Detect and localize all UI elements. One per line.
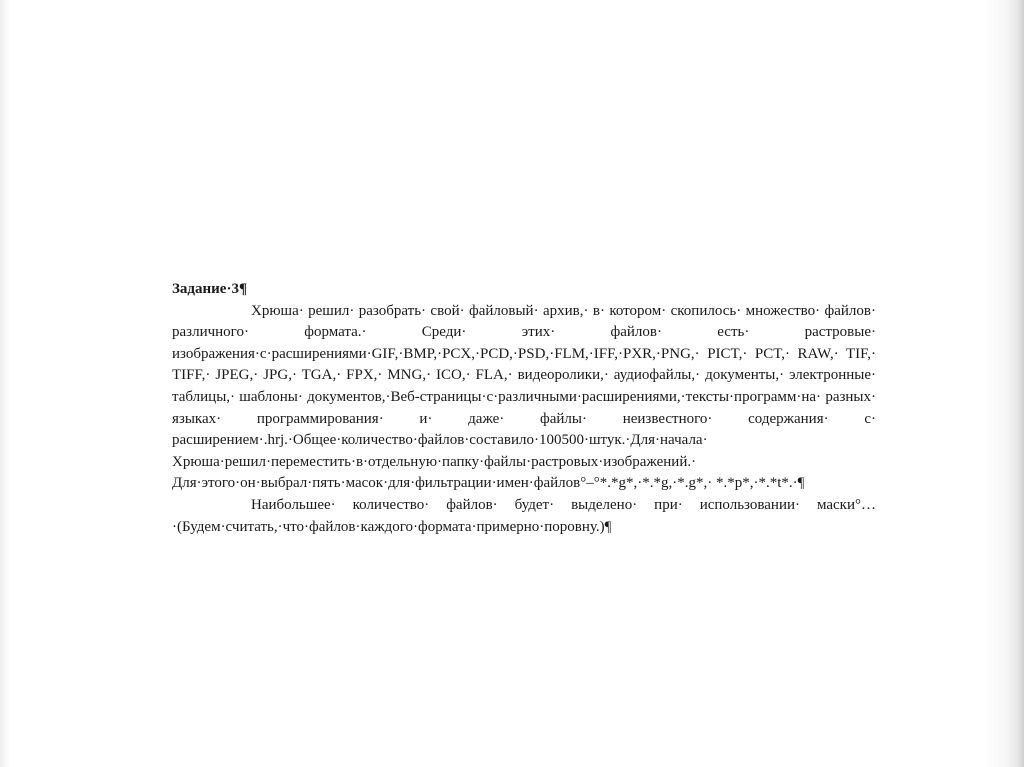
document-text-block bbox=[172, 279, 876, 538]
task-paragraph-2: Наибольшее· количество· файлов· будет· выделено· при· использовании· маски°…·(Будем·считать,·что·файлов·каждого·формата·примерно·поровну.)¶ bbox=[172, 496, 876, 535]
slide-right-shadow bbox=[984, 0, 1024, 767]
slide-left-edge bbox=[0, 0, 10, 767]
task-title: Задание·3¶ bbox=[172, 281, 248, 297]
task-paragraph-1: Хрюша· решил· разобрать· свой· файловый· архив,· в· котором· скопилось· множество· файлов· различного· формата.· Среди· этих· файлов· есть· растровые· изображения·с·расширениями·GIF,·BMP,·PCX,·PCD,·PSD,·FLM,·IFF,·PXR,·PNG,· PICT,· PCT,· RAW,· TIF,· TIFF,· JPEG,· JPG,· TGA,· FPX,· MNG,· ICO,· FLA,· видеоролики,· аудиофайлы,· документы,· электронные· таблицы,· шаблоны· документов,·Веб-страницы·с·различными·расширениями,·тексты·программ·на· разных· языках· программирования· и· даже· файлы· неизвестного· содержания· с· расширением·.hrj.·Общее·количество·файлов·составило·100500·штук.·Для·начала· Хрюша·решил·переместить·в·отдельную·папку·файлы·растровых·изображений.· Для·этого·он·выбрал·пять·масок·для·фильтрации·имен·файлов°–°*.*g*,·*.*g,·*.g*,· *.*p*,·*.*t*.·¶ bbox=[172, 302, 876, 492]
